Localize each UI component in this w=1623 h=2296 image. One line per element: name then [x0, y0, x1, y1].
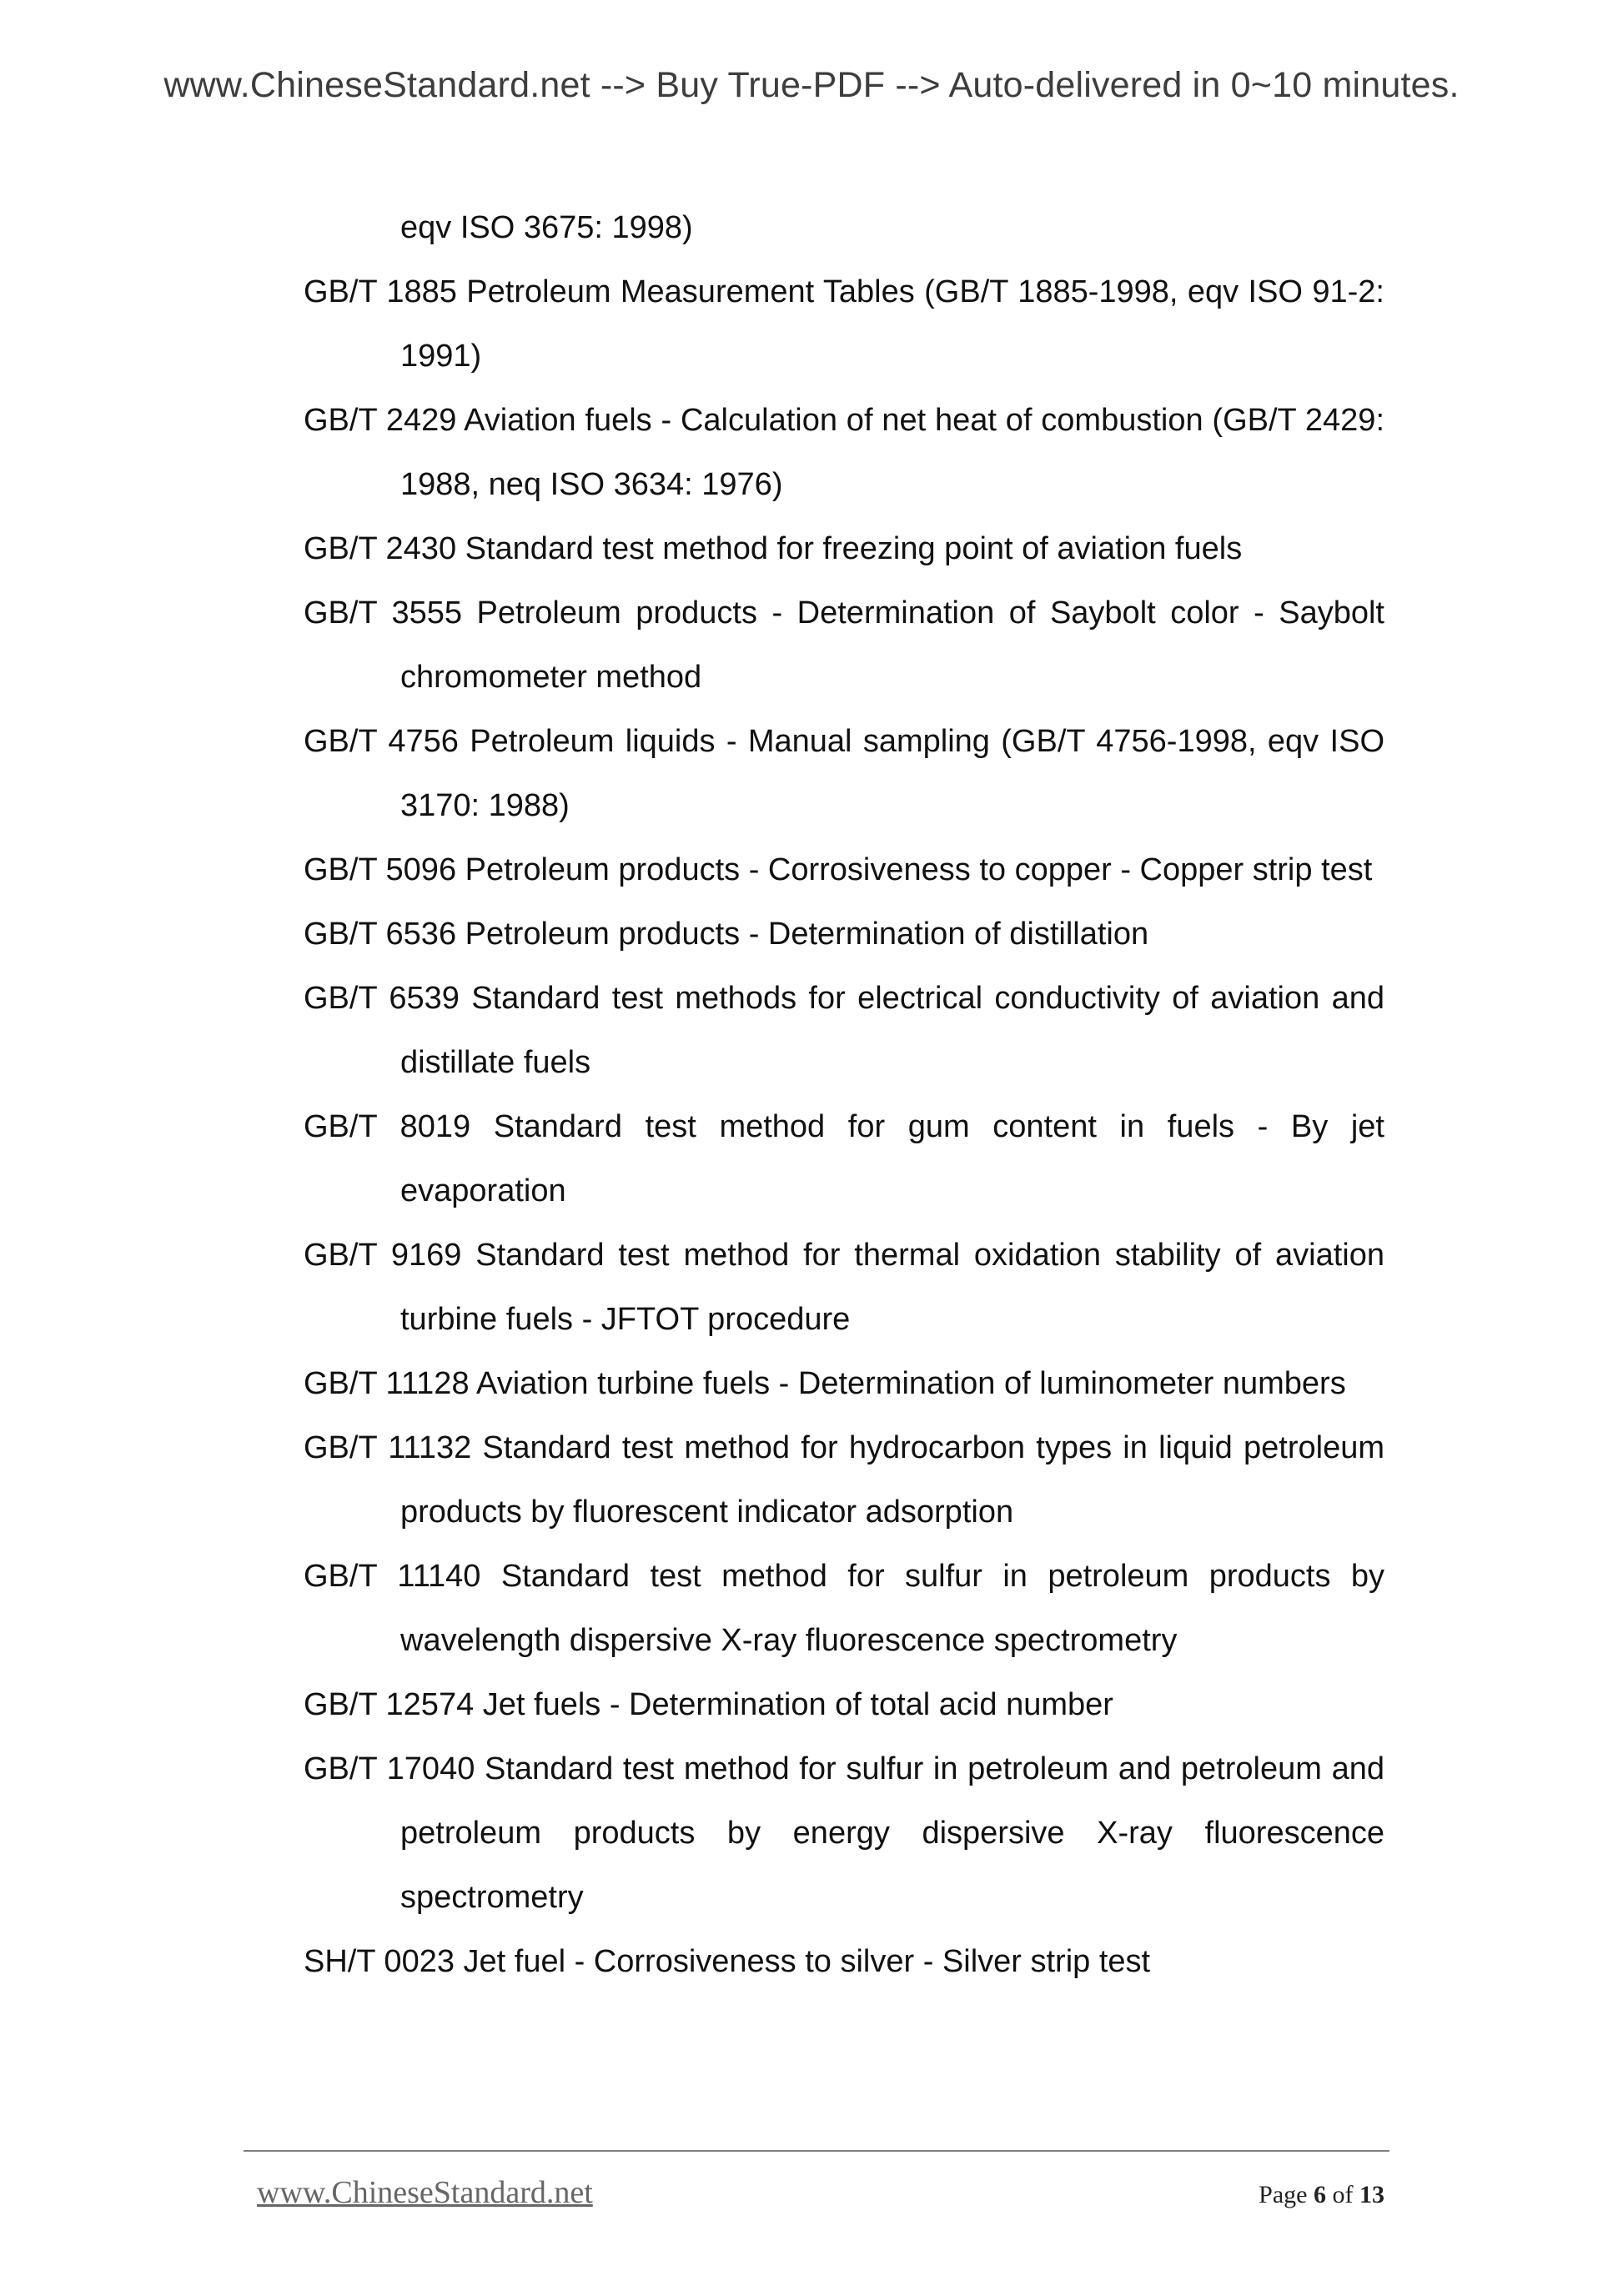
- reference-entry: GB/T 8019 Standard test method for gum content in fuels - By jet evaporation: [304, 1109, 1384, 1208]
- reference-entry: GB/T 17040 Standard test method for sulfur in petroleum and petroleum and petroleum products by energy dispersive X-ray fluorescence spectrometry: [304, 1751, 1384, 1915]
- reference-entry: GB/T 12574 Jet fuels - Determination of total acid number: [304, 1687, 1113, 1722]
- page-indicator: [1259, 2181, 1384, 2209]
- reference-entry: GB/T 9169 Standard test method for thermal oxidation stability of aviation turbine fuels - JFTOT procedure: [304, 1238, 1384, 1337]
- reference-entry: GB/T 1885 Petroleum Measurement Tables (GB/T 1885-1998, eqv ISO 91-2: 1991): [304, 274, 1384, 374]
- footer-divider: [244, 2150, 1389, 2152]
- reference-entry: eqv ISO 3675: 1998): [400, 210, 693, 245]
- reference-entry: GB/T 6539 Standard test methods for electrical conductivity of aviation and distillate fuels: [304, 981, 1384, 1080]
- footer-site-link[interactable]: www.ChineseStandard.net: [257, 2175, 593, 2210]
- normative-references-list: [304, 196, 1384, 1994]
- reference-entry: GB/T 2430 Standard test method for freezing point of aviation fuels: [304, 531, 1243, 566]
- total-page-count: 13: [1359, 2181, 1384, 2208]
- page-word: Page: [1259, 2181, 1308, 2208]
- of-word: of: [1332, 2181, 1354, 2208]
- reference-entry: SH/T 0023 Jet fuel - Corrosiveness to silver - Silver strip test: [304, 1944, 1151, 1979]
- reference-entry: GB/T 11140 Standard test method for sulfur in petroleum products by wavelength dispersive X-ray fluorescence spectrometry: [304, 1559, 1384, 1658]
- reference-entry: GB/T 4756 Petroleum liquids - Manual sampling (GB/T 4756-1998, eqv ISO 3170: 1988): [304, 724, 1384, 823]
- top-banner: www.ChineseStandard.net --> Buy True-PDF --> Auto-delivered in 0~10 minutes.: [163, 65, 1460, 105]
- reference-entry: GB/T 2429 Aviation fuels - Calculation of net heat of combustion (GB/T 2429: 1988, neq ISO 3634: 1976): [304, 403, 1384, 502]
- reference-entry: GB/T 11128 Aviation turbine fuels - Determination of luminometer numbers: [304, 1366, 1346, 1401]
- reference-entry: GB/T 3555 Petroleum products - Determination of Saybolt color - Saybolt chromometer method: [304, 595, 1384, 695]
- reference-entry: GB/T 5096 Petroleum products - Corrosiveness to copper - Copper strip test: [304, 852, 1373, 887]
- current-page-number: 6: [1314, 2181, 1326, 2208]
- reference-entry: GB/T 6536 Petroleum products - Determination of distillation: [304, 917, 1149, 952]
- reference-entry: GB/T 11132 Standard test method for hydrocarbon types in liquid petroleum products by fluorescent indicator adsorption: [304, 1430, 1384, 1530]
